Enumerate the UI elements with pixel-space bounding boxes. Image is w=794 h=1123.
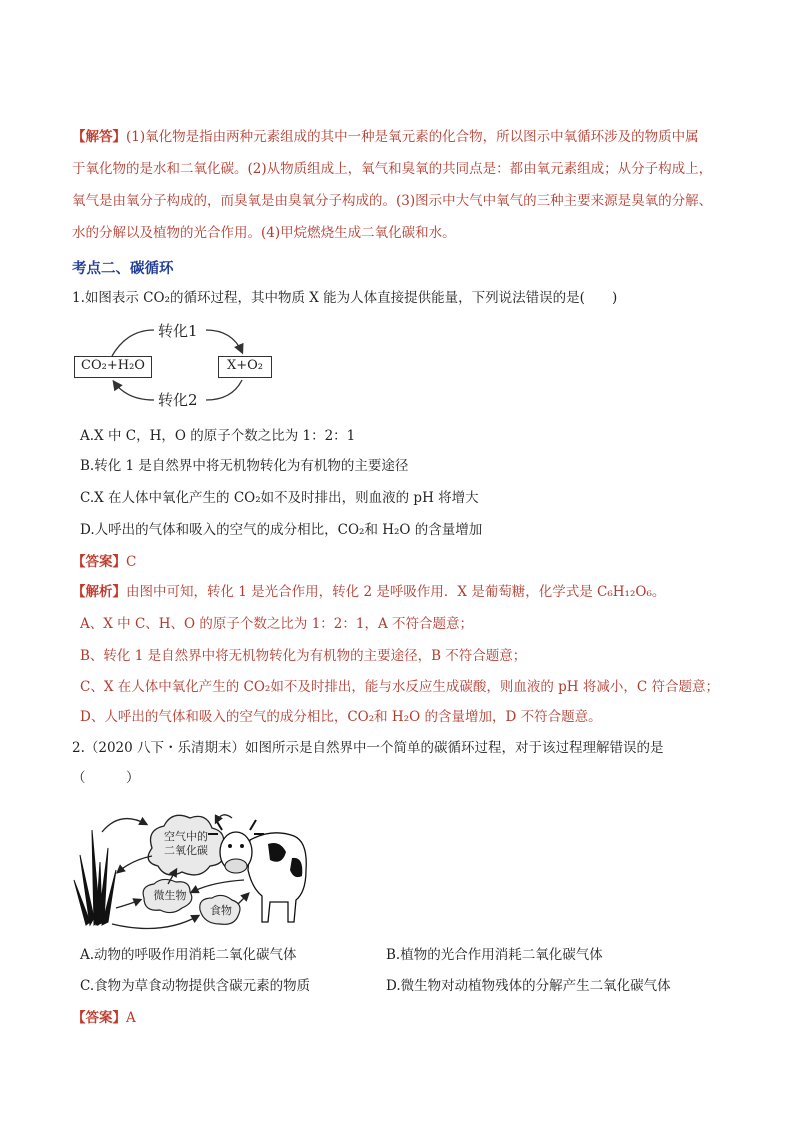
q2-answer-tag: 【答案】: [72, 1010, 126, 1026]
q1-answer-tag: 【答案】: [72, 554, 126, 570]
q1-analysis-line-1: 【解析】由图中可知，转化 1 是光合作用，转化 2 是呼吸作用．X 是葡萄糖，化学式是 C₆H₁₂O₆。: [72, 584, 666, 600]
q1-analysis-line-4: C、X 在人体中氧化产生的 CO₂如不及时排出，能与水反应生成碳酸，则血液的 pH 将减小，C 符合题意；: [80, 679, 719, 695]
q1-answer-value: C: [126, 554, 137, 570]
q2-option-c: C.食物为草食动物提供含碳元素的物质: [80, 978, 311, 994]
microbe-label: 微生物: [153, 889, 187, 902]
answer-tag: 【解答】: [72, 129, 126, 145]
arrow-food-to-cow: [238, 894, 248, 904]
q2-option-d: D.微生物对动植物残体的分解产生二氧化碳气体: [386, 978, 671, 994]
q2-stem-line-2: （ ）: [72, 770, 140, 786]
answer-paragraph-line-2: 于氧化物的是水和二氧化碳。(2)从物质组成上，氧气和臭氧的共同点是：都由氧元素组成；从分子构成上，: [72, 161, 713, 177]
q2-carbon-cycle-illustration: [72, 800, 312, 935]
q1-analysis-line-2: A、X 中 C、H、O 的原子个数之比为 1：2：1，A 不符合题意；: [80, 616, 474, 632]
q1-option-b: B.转化 1 是自然界中将无机物转化为有机物的主要途径: [80, 458, 409, 474]
arrow-plant-to-food: [112, 916, 198, 929]
q2-option-a: A.动物的呼吸作用消耗二氧化碳气体: [80, 947, 297, 963]
answer-paragraph-line-1: [72, 127, 699, 147]
arrow-cow-to-microbe: [192, 880, 244, 892]
right-box-x-o2: X+O₂: [218, 356, 272, 378]
q1-option-d: D.人呼出的气体和吸入的空气的成分相比，CO₂和 H₂O 的含量增加: [80, 522, 483, 538]
answer-text: (1)氧化物是指由两种元素组成的其中一种是氧元素的化合物，所以图示中氧循环涉及的物质中属: [126, 129, 699, 145]
q1-analysis-line-5: D、人呼出的气体和吸入的空气的成分相比，CO₂和 H₂O 的含量增加，D 不符合题意。: [80, 709, 602, 725]
q2-answer: [72, 1008, 136, 1028]
arrow-plant-to-microbe: [116, 900, 140, 908]
arrow-plant-to-air: [102, 819, 146, 832]
q1-stem: 1.如图表示 CO₂的循环过程，其中物质 X 能为人体直接提供能量，下列说法错误的是( ): [72, 290, 618, 306]
q1-option-c: C.X 在人体中氧化产生的 CO₂如不及时排出，则血液的 pH 将增大: [80, 490, 479, 506]
answer-paragraph-line-4: 水的分解以及植物的光合作用。(4)甲烷燃烧生成二氧化碳和水。: [72, 225, 456, 241]
section-title: 考点二、碳循环: [72, 260, 174, 277]
q1-analysis-tag: 【解析】: [72, 584, 126, 600]
transform-1-label: 转化1: [158, 322, 198, 340]
q1-analysis-line-3: B、转化 1 是自然界中将无机物转化为有机物的主要途径，B 不符合题意；: [80, 648, 527, 664]
transform-2-label: 转化2: [158, 391, 198, 409]
answer-paragraph-line-3: 氧气是由氧分子构成的，而臭氧是由臭氧分子构成的。(3)图示中大气中氧气的三种主要来源是臭氧的分解、: [72, 193, 713, 209]
left-box-co2-h2o: CO₂+H₂O: [74, 356, 152, 378]
illustration-drawing: [72, 800, 312, 935]
arrow-air-to-plant: [118, 856, 152, 872]
q2-stem-line-1: 2.（2020 八下・乐清期末）如图所示是自然界中一个简单的碳循环过程，对于该过程理解错误的是: [72, 740, 664, 756]
q2-option-b: B.植物的光合作用消耗二氧化碳气体: [386, 947, 603, 963]
q1-cycle-diagram: [72, 318, 282, 410]
q2-answer-value: A: [126, 1010, 136, 1026]
plant-icon: [74, 830, 116, 925]
air-co2-label: 空气中的 二氧化碳: [164, 830, 208, 857]
q1-option-a: A.X 中 C，H，O 的原子个数之比为 1：2：1: [80, 428, 356, 444]
food-label: 食物: [210, 904, 232, 917]
arrow-cow-to-air: [216, 815, 232, 822]
q1-answer: [72, 552, 136, 572]
